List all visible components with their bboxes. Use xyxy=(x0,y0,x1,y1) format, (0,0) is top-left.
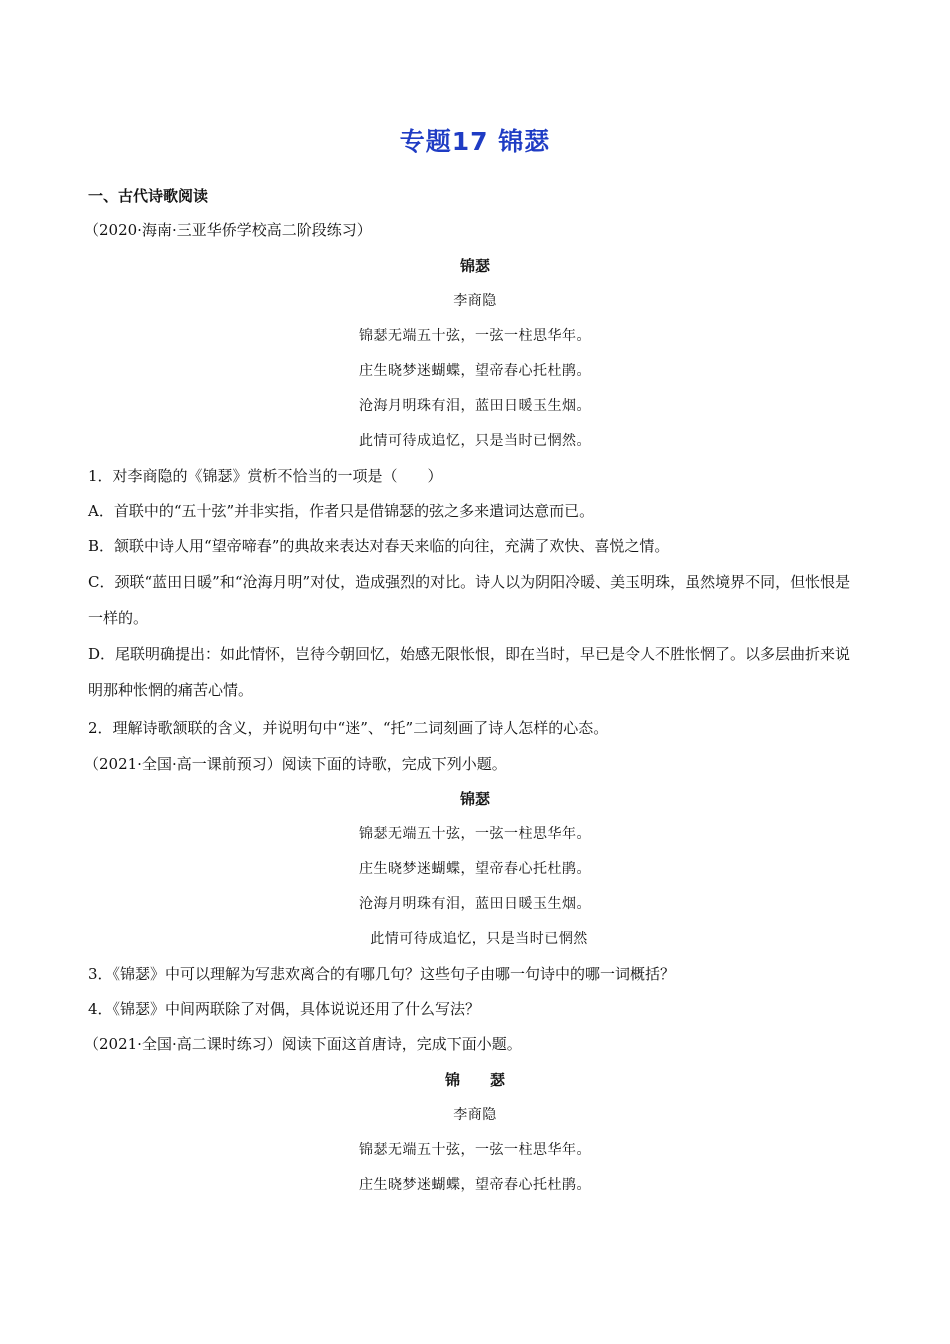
passage1-author: 李商隐 xyxy=(453,293,497,309)
question-2: 2．理解诗歌颔联的含义，并说明句中“迷”、“托”二词刻画了诗人怎样的心态。 xyxy=(88,719,609,737)
passage3-poem-line: 锦瑟无端五十弦，一弦一柱思华年。 xyxy=(359,1142,591,1158)
passage3-author: 李商隐 xyxy=(453,1107,497,1123)
question-1-option-d: D．尾联明确提出：如此情怀，岂待今朝回忆，始感无限怅恨，即在当时，早已是令人不胜怅惘了。以多层曲折来说明那种怅惘的痛苦心情。 xyxy=(88,645,851,699)
passage2-poem-line: 锦瑟无端五十弦，一弦一柱思华年。 xyxy=(359,826,591,842)
passage3-poem-line: 庄生晓梦迷蝴蝶，望帝春心托杜鹃。 xyxy=(359,1177,591,1193)
question-3: 3．《锦瑟》中可以理解为写悲欢离合的有哪几句？这些句子由哪一句诗中的哪一词概括？ xyxy=(88,965,676,983)
passage1-poem-line: 此情可待成追忆，只是当时已惘然。 xyxy=(359,433,591,449)
question-4: 4．《锦瑟》中间两联除了对偶，具体说说还用了什么写法？ xyxy=(88,1000,481,1018)
page-title: 专题17 锦瑟 xyxy=(399,127,551,156)
passage1-source: （2020·海南·三亚华侨学校高二阶段练习） xyxy=(84,221,372,239)
passage2-poem-line: 沧海月明珠有泪，蓝田日暖玉生烟。 xyxy=(359,896,591,912)
passage1-poem-title: 锦瑟 xyxy=(459,257,490,275)
question-1-option-b: B．颔联中诗人用“望帝啼春”的典故来表达对春天来临的向往，充满了欢快、喜悦之情。 xyxy=(88,537,670,555)
question-1-option-a: A．首联中的“五十弦”并非实指，作者只是借锦瑟的弦之多来遣词达意而已。 xyxy=(88,502,595,520)
passage1-poem-line: 庄生晓梦迷蝴蝶，望帝春心托杜鹃。 xyxy=(359,363,591,379)
passage2-poem-title: 锦瑟 xyxy=(459,790,490,808)
passage2-poem-line: 此情可待成追忆，只是当时已惘然 xyxy=(370,931,588,947)
question-1-stem: 1．对李商隐的《锦瑟》赏析不恰当的一项是（ ） xyxy=(88,467,443,485)
section-heading: 一、古代诗歌阅读 xyxy=(88,187,209,205)
passage2-source: （2021·全国·高一课前预习）阅读下面的诗歌，完成下列小题。 xyxy=(84,755,507,773)
passage1-poem-line: 锦瑟无端五十弦，一弦一柱思华年。 xyxy=(359,328,591,344)
passage1-poem-line: 沧海月明珠有泪，蓝田日暖玉生烟。 xyxy=(359,398,591,414)
passage3-poem-title: 锦 瑟 xyxy=(444,1071,505,1089)
passage3-source: （2021·全国·高二课时练习）阅读下面这首唐诗，完成下面小题。 xyxy=(84,1035,522,1053)
question-1-option-c: C．颈联“蓝田日暖”和“沧海月明”对仗，造成强烈的对比。诗人以为阴阳冷暖、美玉明珠，虽然境界不同，但怅恨是一样的。 xyxy=(88,573,851,627)
passage2-poem-line: 庄生晓梦迷蝴蝶，望帝春心托杜鹃。 xyxy=(359,861,591,877)
